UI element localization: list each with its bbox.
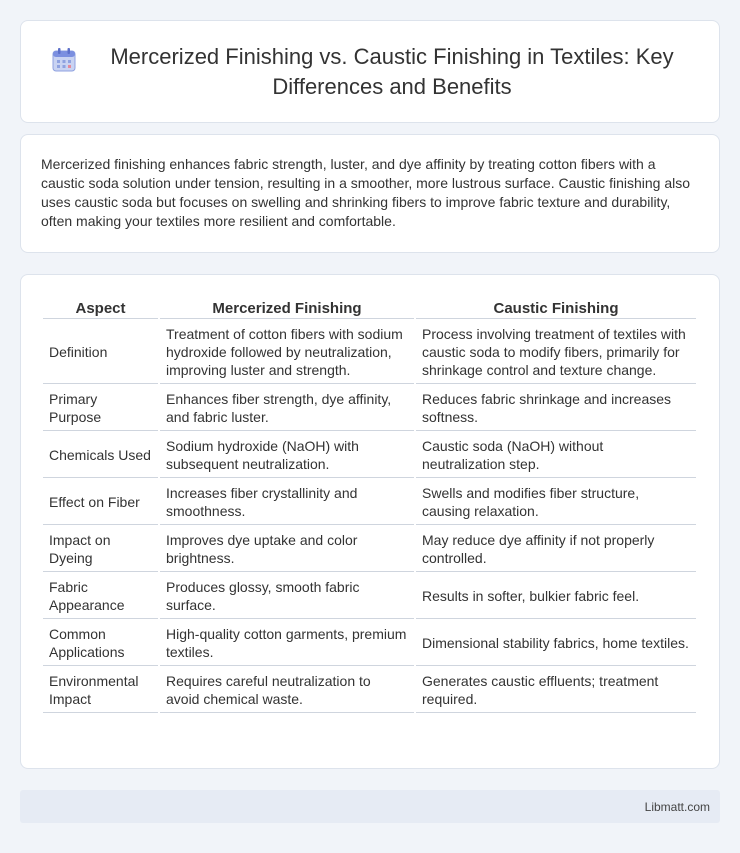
row-aspect: Primary Purpose [43,386,158,431]
header-caustic: Caustic Finishing [416,297,696,319]
table-row [43,480,696,525]
row-mercerized: Sodium hydroxide (NaOH) with subsequent neutralization. [160,433,414,478]
table-row [43,527,696,572]
table-row [43,386,696,431]
calendar-icon [51,47,77,73]
row-aspect: Definition [43,321,158,384]
table-row [43,574,696,619]
row-mercerized: Improves dye uptake and color brightness. [160,527,414,572]
footer-site-link[interactable]: Libmatt.com [644,799,710,814]
comparison-card [20,274,720,769]
row-aspect: Impact on Dyeing [43,527,158,572]
row-caustic: Caustic soda (NaOH) without neutralization step. [416,433,696,478]
title-card [20,20,720,123]
row-aspect: Fabric Appearance [43,574,158,619]
table-row [43,321,696,384]
intro-paragraph: Mercerized finishing enhances fabric strength, luster, and dye affinity by treating cotton fibers with a caustic soda solution under tension, resulting in a smoother, more lustrous surface. Caustic finishing also uses caustic soda but focuses on swelling and shrinking fibers to improve fabric texture and durability, often making your textiles more resilient and comfortable. [41,156,691,229]
row-aspect: Chemicals Used [43,433,158,478]
row-mercerized: Increases fiber crystallinity and smoothness. [160,480,414,525]
row-caustic: Process involving treatment of textiles with caustic soda to modify fibers, primarily for shrinkage control and texture change. [416,321,696,384]
row-caustic: Results in softer, bulkier fabric feel. [416,574,696,619]
intro-card [20,134,720,253]
row-mercerized: High-quality cotton garments, premium textiles. [160,621,414,666]
row-mercerized: Produces glossy, smooth fabric surface. [160,574,414,619]
table-row [43,433,696,478]
row-mercerized: Enhances fiber strength, dye affinity, and fabric luster. [160,386,414,431]
row-aspect: Common Applications [43,621,158,666]
table-header-row [43,297,696,319]
row-mercerized: Treatment of cotton fibers with sodium hydroxide followed by neutralization, improving luster and strength. [160,321,414,384]
row-aspect: Environmental Impact [43,668,158,713]
table-row [43,621,696,666]
row-caustic: Swells and modifies fiber structure, causing relaxation. [416,480,696,525]
header-aspect: Aspect [43,297,158,319]
header-mercerized: Mercerized Finishing [160,297,414,319]
title-wrap [21,21,719,122]
row-mercerized: Requires careful neutralization to avoid chemical waste. [160,668,414,713]
footer [20,790,720,823]
row-caustic: Generates caustic effluents; treatment required. [416,668,696,713]
row-aspect: Effect on Fiber [43,480,158,525]
table-row [43,668,696,713]
comparison-table [41,295,698,715]
row-caustic: Reduces fabric shrinkage and increases softness. [416,386,696,431]
row-caustic: May reduce dye affinity if not properly controlled. [416,527,696,572]
page-title: Mercerized Finishing vs. Caustic Finishing in Textiles: Key Differences and Benefits [110,43,674,99]
row-caustic: Dimensional stability fabrics, home textiles. [416,621,696,666]
